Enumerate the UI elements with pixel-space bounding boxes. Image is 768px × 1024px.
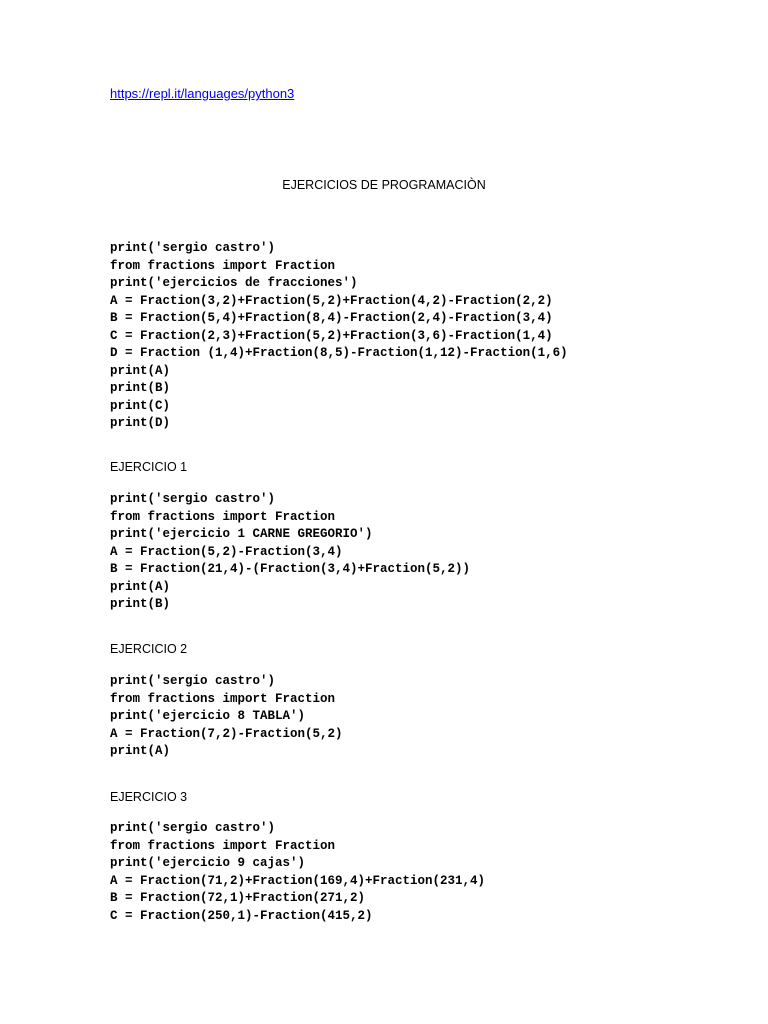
code-line: from fractions import Fraction — [110, 258, 336, 273]
code-line: A = Fraction(5,2)-Fraction(3,4) — [110, 544, 343, 559]
code-line: print(B) — [110, 381, 171, 395]
code-line: print(B) — [110, 597, 171, 611]
ejercicio-3-code-block — [110, 820, 485, 925]
code-line: print(A) — [110, 744, 171, 758]
ejercicio-1-code-block — [110, 491, 470, 614]
code-line: C = Fraction(250,1)-Fraction(415,2) — [110, 908, 373, 923]
code-line: print('ejercicios de fracciones') — [110, 276, 358, 290]
code-line: print('ejercicio 1 CARNE GREGORIO') — [110, 527, 373, 541]
document-title: EJERCICIOS DE PROGRAMACIÒN — [282, 178, 486, 192]
code-line: B = Fraction(72,1)+Fraction(271,2) — [110, 891, 366, 905]
code-line: A = Fraction(7,2)-Fraction(5,2) — [110, 726, 343, 741]
section-heading-ejercicio-1: EJERCICIO 1 — [110, 460, 188, 474]
code-line: from fractions import Fraction — [110, 691, 336, 706]
code-line: from fractions import Fraction — [110, 838, 336, 853]
code-line: B = Fraction(5,4)+Fraction(8,4)-Fraction(2,4)-Fraction(3,4) — [110, 311, 553, 325]
section-heading-ejercicio-3: EJERCICIO 3 — [110, 790, 188, 804]
code-line: print(A) — [110, 579, 171, 594]
code-line: B = Fraction(21,4)-(Fraction(3,4)+Fraction(5,2)) — [110, 562, 471, 576]
code-line: print('ejercicio 9 cajas') — [110, 856, 306, 870]
section-heading-ejercicio-2: EJERCICIO 2 — [110, 642, 188, 656]
code-line: print(A) — [110, 363, 171, 378]
code-line: A = Fraction(3,2)+Fraction(5,2)+Fraction(4,2)-Fraction(2,2) — [110, 293, 553, 308]
code-line: from fractions import Fraction — [110, 509, 336, 524]
code-line: print(D) — [110, 416, 171, 430]
repl-link[interactable]: https://repl.it/languages/python3 — [110, 86, 295, 101]
intro-code-block — [110, 240, 568, 433]
ejercicio-2-code-block — [110, 673, 343, 761]
code-line: print('sergio castro') — [110, 674, 276, 688]
code-line: D = Fraction (1,4)+Fraction(8,5)-Fraction(1,12)-Fraction(1,6) — [110, 346, 568, 360]
code-line: print('sergio castro') — [110, 241, 276, 255]
code-line: print('sergio castro') — [110, 492, 276, 506]
code-line: print(C) — [110, 398, 171, 413]
code-line: A = Fraction(71,2)+Fraction(169,4)+Fraction(231,4) — [110, 873, 486, 888]
code-line: C = Fraction(2,3)+Fraction(5,2)+Fraction(3,6)-Fraction(1,4) — [110, 328, 553, 343]
code-line: print('sergio castro') — [110, 821, 276, 835]
code-line: print('ejercicio 8 TABLA') — [110, 709, 306, 723]
